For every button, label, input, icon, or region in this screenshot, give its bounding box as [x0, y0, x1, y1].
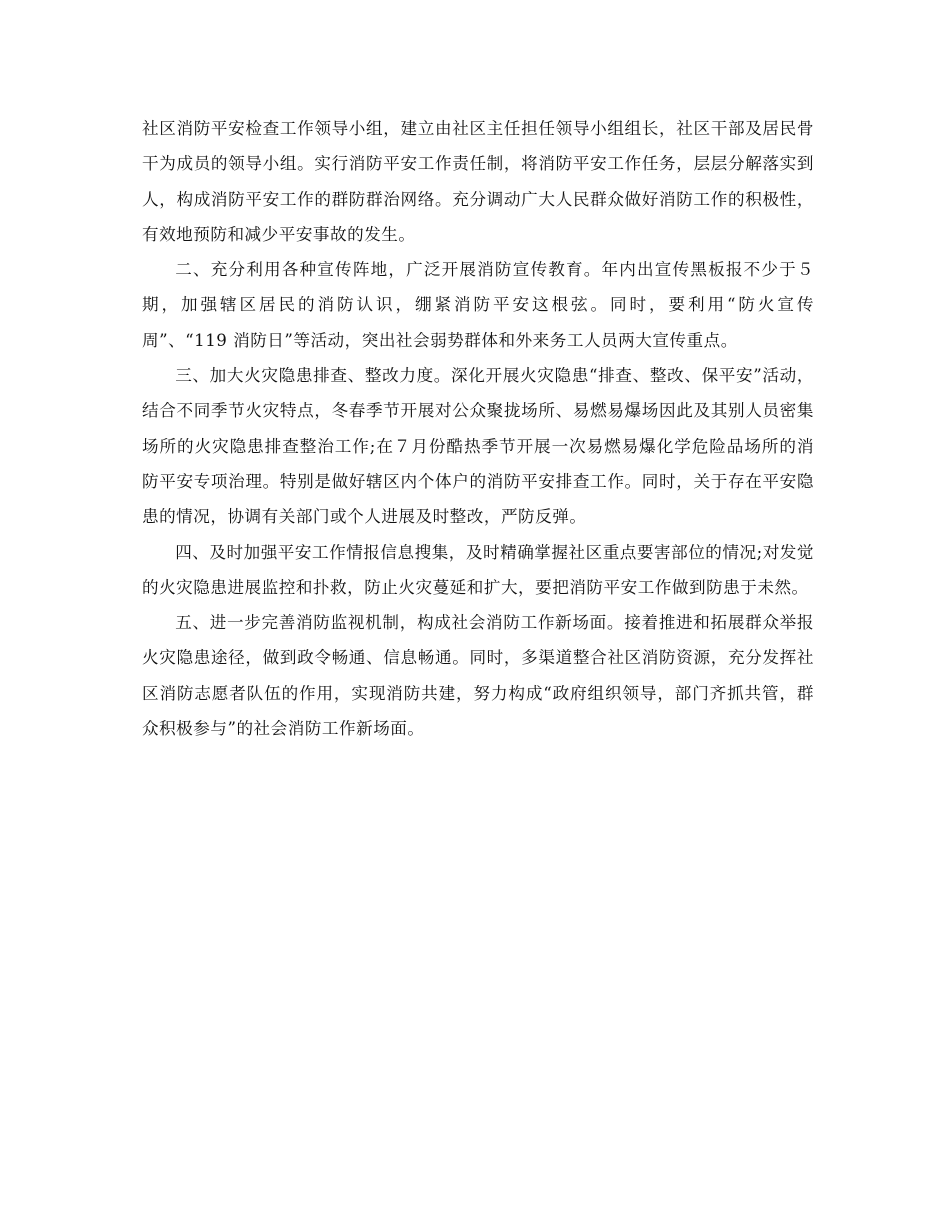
paragraph-continuation: 社区消防平安检查工作领导小组，建立由社区主任担任领导小组组长，社区干部及居民骨干为成员的领导小组。实行消防平安工作责任制，将消防平安工作任务，层层分解落实到人，构成消防平安工作的群防群治网络。充分调动广大人民群众做好消防工作的积极性，有效地预防和减少平安事故的发生。 [142, 119, 814, 244]
document-body [142, 111, 814, 746]
paragraph-supervision-mechanism: 五、进一步完善消防监视机制，构成社会消防工作新场面。接着推进和拓展群众举报火灾隐患途径，做到政令畅通、信息畅通。同时，多渠道整合社区消防资源，充分发挥社区消防志愿者队伍的作用，实现消防共建，努力构成“政府组织领导，部门齐抓共管，群众积极参与”的社会消防工作新场面。 [142, 613, 814, 739]
paragraph-information-gathering: 四、及时加强平安工作情报信息搜集，及时精确掌握社区重点要害部位的情况;对发觉的火灾隐患进展监控和扑救，防止火灾蔓延和扩大，要把消防平安工作做到防患于未然。 [142, 542, 814, 597]
paragraph-hazard-inspection: 三、加大火灾隐患排查、整改力度。深化开展火灾隐患“排查、整改、保平安”活动，结合不同季节火灾特点，冬春季节开展对公众聚拢场所、易燃易爆场因此及其别人员密集场所的火灾隐患排查整治工作;在７月份酷热季节开展一次易燃易爆化学危险品场所的消防平安专项治理。特别是做好辖区内个体户的消防平安排查工作。同时，关于存在平安隐患的情况，协调有关部门或个人进展及时整改，严防反弹。 [142, 366, 814, 527]
paragraph-publicity: 二、充分利用各种宣传阵地，广泛开展消防宣传教育。年内出宣传黑板报不少于５期，加强辖区居民的消防认识，绷紧消防平安这根弦。同时，要利用“防火宣传周”、“119 消防日”等活动，突出社会弱势群体和外来务工人员两大宣传重点。 [142, 260, 814, 350]
